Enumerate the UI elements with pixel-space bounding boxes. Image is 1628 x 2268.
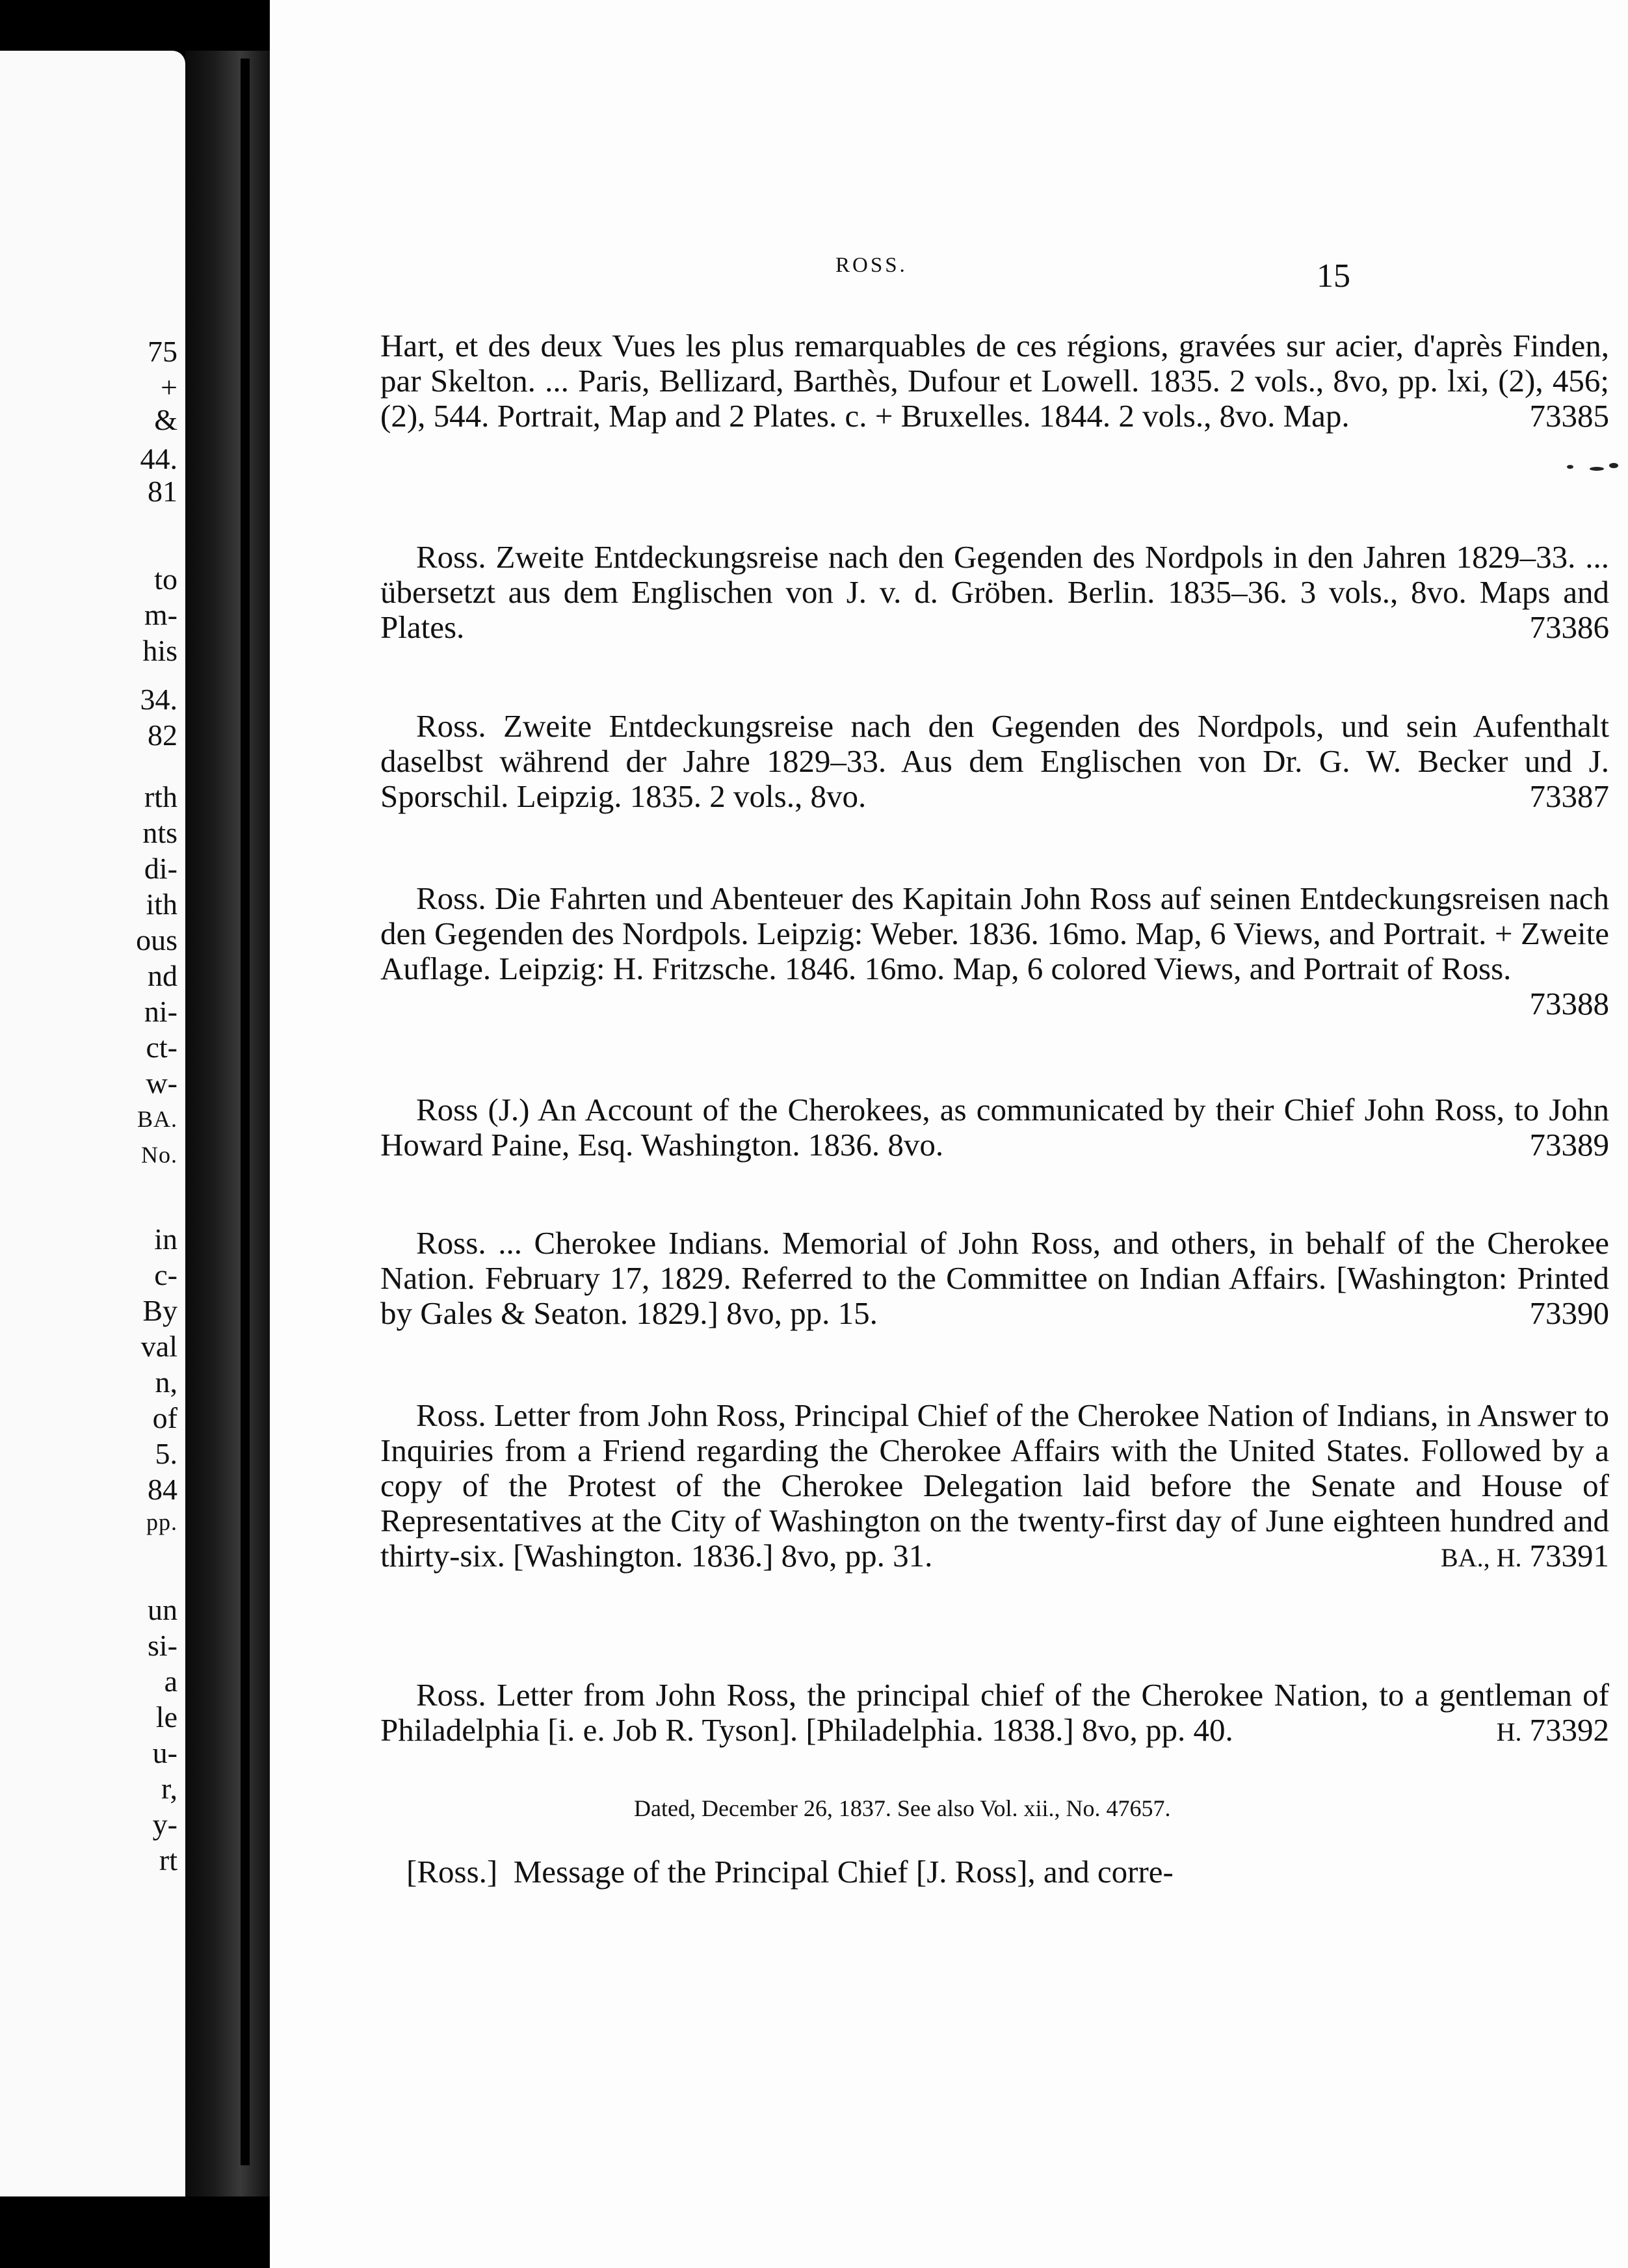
entry-text: Zweite Entdeckungsreise nach den Gegenden des Nordpols in den Jahren 1829–33. ... übersetzt aus dem Englischen von J. v. d. Gröben. Berlin. 1835–36. 3 vols., 8vo. Maps and Plates.	[380, 539, 1610, 645]
left-page-fragment: 82	[148, 719, 177, 752]
left-page-fragment: his	[142, 634, 177, 667]
left-facing-page	[0, 51, 185, 2196]
entry-text: ... Cherokee Indians. Memorial of John Ross, and others, in behalf of the Cherokee Nation. February 17, 1829. Referred to the Committee on Indian Affairs. [Washington: Printed by Gales & Seaton. 1829.] 8vo, pp. 15.	[380, 1225, 1609, 1331]
scan-speck	[1567, 465, 1573, 469]
left-page-fragment: 44.	[140, 442, 177, 475]
entry-text: Die Fahrten und Abenteuer des Kapitain John Ross auf seinen Entdeckungsreisen nach den Gegenden des Nordpols. Leipzig: Weber. 1836. 16mo. Map, 6 Views, and Portrait. + Zweite Auflage. Leipzig: H. Fritzsche. 1846. 16mo. Map, 6 colored Views, and Portrait of Ross.	[380, 880, 1609, 986]
entry-lead: Ross.	[416, 708, 486, 744]
left-page-fragment: ith	[146, 888, 177, 921]
entry-number-group	[1497, 1713, 1609, 1750]
right-page	[270, 0, 1628, 2268]
entry-text: Message of the Principal Chief [J. Ross], and corre-	[513, 1854, 1174, 1890]
entry-number: 73390	[1529, 1295, 1609, 1331]
page-number: 15	[1317, 257, 1350, 295]
entry-73386	[380, 540, 1609, 645]
left-page-fragment: le	[155, 1700, 177, 1734]
book-gutter	[185, 51, 270, 2196]
entry-number: 73391	[1529, 1538, 1609, 1574]
bibliography-entries	[270, 0, 1628, 2268]
left-page-fragment: &	[154, 403, 177, 436]
entry-73391	[380, 1398, 1609, 1576]
entry-73392	[380, 1678, 1609, 1750]
left-page-fragment: +	[161, 371, 177, 404]
left-page-fragment: ct-	[146, 1031, 177, 1064]
left-page-fragment: val	[140, 1330, 177, 1363]
left-page-fragment: 34.	[140, 683, 177, 716]
left-page-fragment: u-	[152, 1736, 177, 1769]
entry-lead: Ross.	[416, 1225, 486, 1261]
entry-text: An Account of the Cherokees, as communicated by their Chief John Ross, to John Howard Paine, Esq. Washington. 1836. 8vo.	[380, 1092, 1610, 1163]
entry-number: 73386	[1529, 609, 1609, 645]
entry-number: 73385	[1529, 398, 1609, 434]
entry-sources: H.	[1496, 1717, 1522, 1747]
left-page-fragment: n,	[155, 1365, 177, 1399]
left-page-fragment: rth	[144, 780, 177, 813]
left-page-fragment: By	[142, 1294, 177, 1327]
entry-73389	[380, 1092, 1609, 1163]
entry-lead: Ross (J.)	[416, 1092, 530, 1127]
left-page-fragment: pp.	[146, 1509, 177, 1535]
entry-73385	[380, 328, 1609, 434]
left-page-fragment: 75	[148, 335, 177, 368]
left-page-fragment: nd	[148, 959, 177, 992]
left-page-fragment: si-	[148, 1629, 177, 1662]
left-page-fragment: ous	[136, 923, 177, 956]
entry-number: 73387	[1529, 778, 1609, 814]
left-page-fragment: c-	[154, 1258, 177, 1291]
left-page-fragment: a	[164, 1665, 177, 1698]
entry-lead: [Ross.]	[406, 1854, 498, 1890]
continuing-entry	[406, 1853, 1603, 1890]
entry-lead: Ross.	[416, 880, 486, 916]
running-head: ROSS.	[835, 254, 908, 277]
entry-note: Dated, December 26, 1837. See also Vol. xii., No. 47657.	[634, 1795, 1171, 1821]
entry-sources: BA., H.	[1441, 1543, 1522, 1572]
left-page-fragment: m-	[144, 598, 177, 631]
left-page-fragment: di-	[144, 852, 177, 885]
entry-text: Letter from John Ross, Principal Chief of the Cherokee Nation of Indians, in Answer to Inquiries from a Friend regarding the Cherokee Affairs with the United States. Followed by a copy of the Protest of the Cherokee Delegation laid before the Senate and House of Representatives at the City of Washington on the twenty-first day of June eighteen hundred and thirty-six. [Washington. 1836.] 8vo, pp. 31.	[380, 1397, 1610, 1574]
left-page-fragment: rt	[159, 1843, 177, 1877]
scan-speck	[1590, 467, 1604, 471]
left-page-fragment: 81	[148, 475, 177, 508]
gutter-shadow	[241, 59, 250, 2165]
entry-lead: Ross.	[416, 539, 486, 575]
entry-text: Hart, et des deux Vues les plus remarquables de ces régions, gravées sur acier, d'après Finden, par Skelton. ... Paris, Bellizard, Barthès, Dufour et Lowell. 1835. 2 vols., 8vo, pp. lxi, (2), 456; (2), 544. Portrait, Map and 2 Plates. c. + Bruxelles. 1844. 2 vols., 8vo. Map.	[380, 328, 1609, 434]
left-page-fragment: in	[154, 1222, 177, 1256]
entry-73388	[380, 881, 1609, 1022]
left-page-fragment: of	[152, 1401, 177, 1434]
entry-number: 73392	[1529, 1712, 1609, 1748]
entry-lead: Ross.	[416, 1397, 486, 1433]
left-page-fragment: w-	[146, 1066, 177, 1100]
left-page-fragment: 84	[148, 1473, 177, 1506]
scan-speck	[1609, 463, 1618, 468]
entry-73390	[380, 1226, 1609, 1331]
left-page-fragment: r,	[161, 1772, 177, 1805]
left-page-fragment: No.	[141, 1142, 177, 1168]
entry-lead: Ross.	[416, 1677, 486, 1713]
entry-number: 73389	[1529, 1127, 1609, 1163]
entry-number-group	[1441, 1538, 1609, 1576]
entry-text: Zweite Entdeckungsreise nach den Gegenden des Nordpols, und sein Aufenthalt daselbst während der Jahre 1829–33. Aus dem Englischen von Dr. G. W. Becker und J. Sporschil. Leipzig. 1835. 2 vols., 8vo.	[380, 708, 1609, 814]
entry-text: Letter from John Ross, the principal chief of the Cherokee Nation, to a gentleman of Philadelphia [i. e. Job R. Tyson]. [Philadelphia. 1838.] 8vo, pp. 40.	[380, 1677, 1609, 1748]
left-page-fragment: BA.	[137, 1106, 177, 1132]
entry-73387	[380, 709, 1609, 814]
left-page-fragment: y-	[152, 1808, 177, 1841]
left-page-fragment: ni-	[144, 995, 177, 1028]
left-page-fragment: 5.	[155, 1437, 177, 1470]
entry-number: 73388	[1529, 986, 1609, 1022]
left-page-fragment: un	[148, 1593, 177, 1626]
left-page-fragment: to	[154, 562, 177, 596]
left-page-fragment: nts	[142, 816, 177, 849]
